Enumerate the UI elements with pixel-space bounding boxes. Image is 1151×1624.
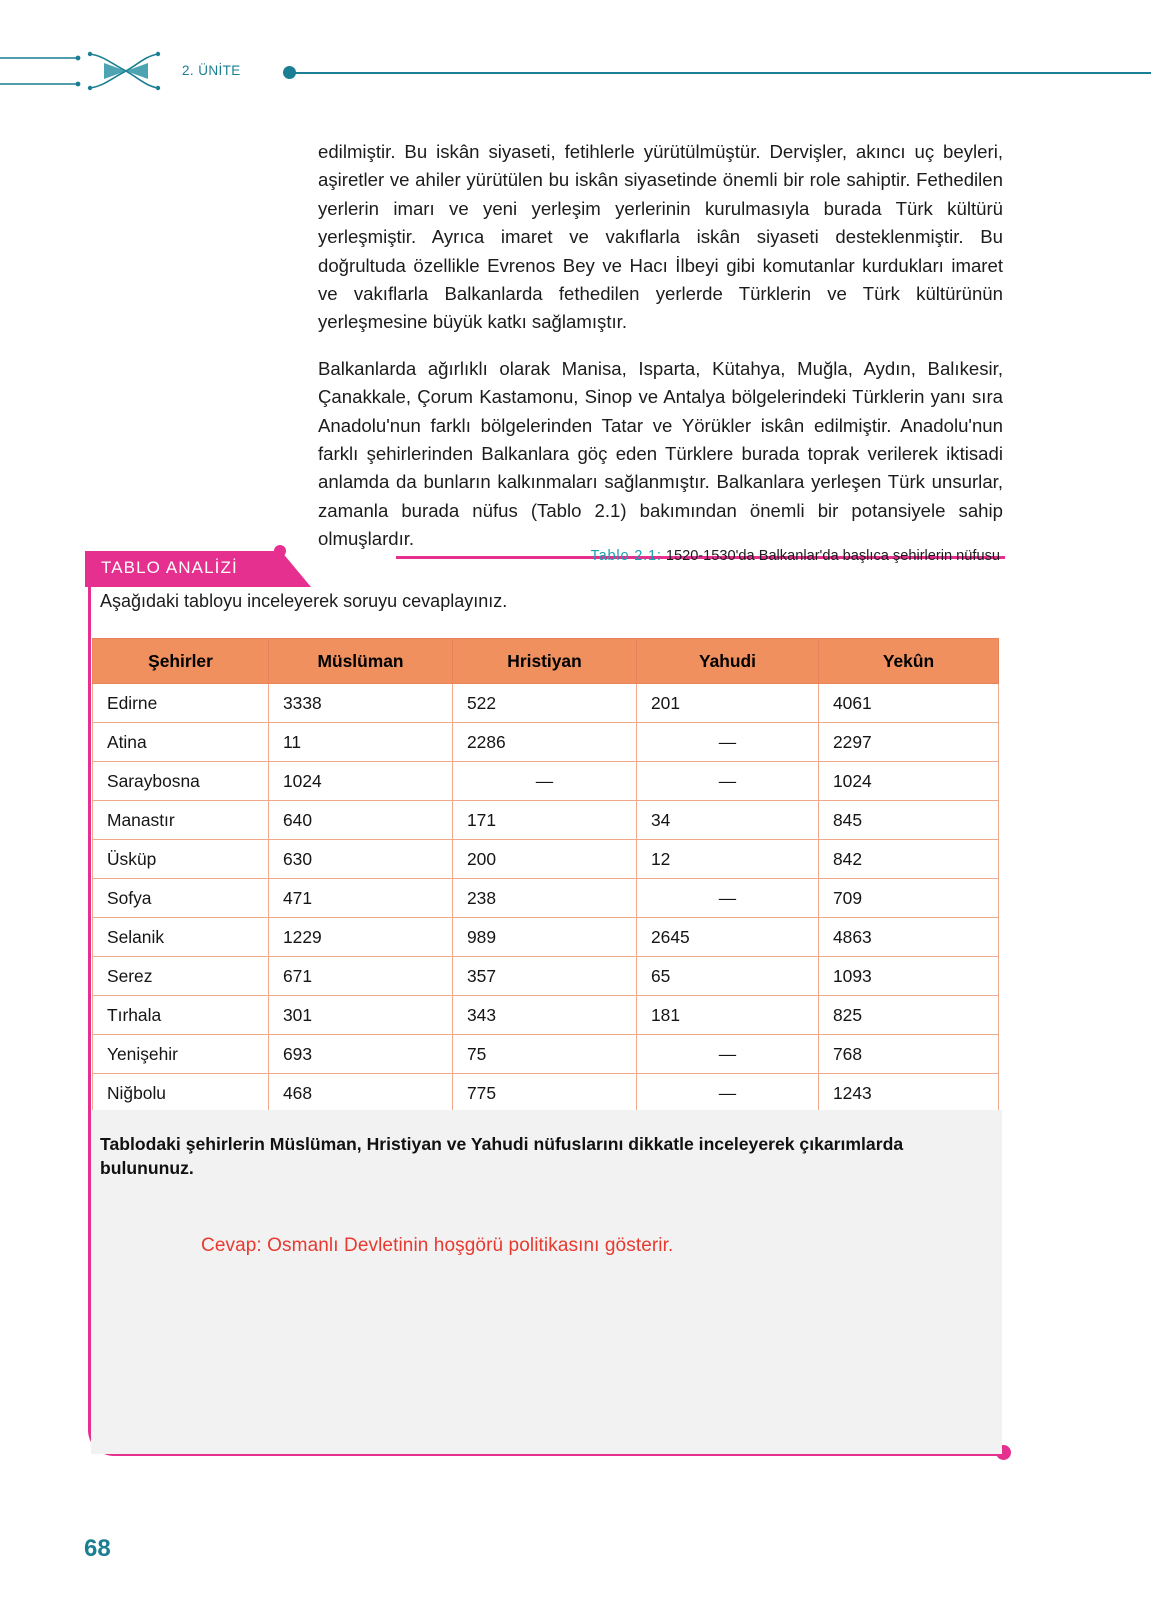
- table-cell-value: 357: [453, 957, 637, 996]
- table-cell-value: 171: [453, 801, 637, 840]
- table-cell-value: 825: [819, 996, 999, 1035]
- table-header-cell: Yekûn: [819, 639, 999, 684]
- page-header: [0, 0, 1151, 108]
- population-table: [92, 638, 999, 1113]
- table-cell-value: 3338: [269, 684, 453, 723]
- table-cell-city: Manastır: [93, 801, 269, 840]
- table-cell-value: 1229: [269, 918, 453, 957]
- answer-panel: [91, 1110, 1002, 1454]
- table-row: [93, 957, 999, 996]
- activity-banner: [85, 551, 315, 587]
- table-cell-city: Selanik: [93, 918, 269, 957]
- table-row: [93, 879, 999, 918]
- table-cell-value: 709: [819, 879, 999, 918]
- table-cell-city: Atina: [93, 723, 269, 762]
- table-cell-value: —: [637, 762, 819, 801]
- table-cell-value: 238: [453, 879, 637, 918]
- table-row: [93, 1035, 999, 1074]
- table-cell-city: Tırhala: [93, 996, 269, 1035]
- table-row: [93, 723, 999, 762]
- table-cell-city: Sofya: [93, 879, 269, 918]
- activity-question: Tablodaki şehirlerin Müslüman, Hristiyan ve Yahudi nüfuslarını dikkatle inceleyerek çıkarımlarda bulununuz.: [100, 1134, 904, 1178]
- table-row: [93, 762, 999, 801]
- table-cell-value: 1024: [269, 762, 453, 801]
- table-cell-city: Saraybosna: [93, 762, 269, 801]
- table-cell-value: 11: [269, 723, 453, 762]
- table-header-cell: Müslüman: [269, 639, 453, 684]
- table-cell-value: 630: [269, 840, 453, 879]
- table-caption-key: Tablo 2.1:: [590, 548, 662, 564]
- population-table-wrapper: [92, 638, 998, 1113]
- table-cell-value: 640: [269, 801, 453, 840]
- table-cell-value: 1024: [819, 762, 999, 801]
- table-cell-value: 471: [269, 879, 453, 918]
- table-header-cell: Yahudi: [637, 639, 819, 684]
- table-cell-value: 775: [453, 1074, 637, 1113]
- table-row: [93, 684, 999, 723]
- table-cell-value: 201: [637, 684, 819, 723]
- table-cell-value: 2645: [637, 918, 819, 957]
- table-cell-value: 1093: [819, 957, 999, 996]
- table-cell-city: Yenişehir: [93, 1035, 269, 1074]
- table-cell-value: —: [637, 1074, 819, 1113]
- table-cell-value: 522: [453, 684, 637, 723]
- unit-label: 2. ÜNİTE: [182, 63, 241, 78]
- table-row: [93, 996, 999, 1035]
- table-row: [93, 840, 999, 879]
- table-cell-value: 768: [819, 1035, 999, 1074]
- table-cell-value: 181: [637, 996, 819, 1035]
- table-cell-city: Niğbolu: [93, 1074, 269, 1113]
- table-cell-value: —: [637, 879, 819, 918]
- table-header-row: [93, 639, 999, 684]
- table-cell-value: —: [453, 762, 637, 801]
- page-number: 68: [84, 1535, 111, 1562]
- table-cell-value: 671: [269, 957, 453, 996]
- paragraph-1: edilmiştir. Bu iskân siyaseti, fetihlerle yürütülmüştür. Dervişler, akıncı uç beyleri, aşiretler ve ahiler yürütülen bu iskân siyasetinde önemli bir role sahiptir. Fethedilen yerlerin imarı ve yeni yerleşim yerlerinin kurulmasıyla burada Türk kültürü yerleşmiştir. Ayrıca imaret ve vakıflarla iskân siyaseti desteklenmiştir. Bu doğrultuda özellikle Evrenos Bey ve Hacı İlbeyi gibi komutanlar kurdukları imaret ve vakıflarla Balkanlarda fethedilen yerlerde Türklerin ve Türk kültürünün yerleşmesine büyük katkı sağlamıştır.: [318, 141, 1003, 333]
- table-cell-value: 301: [269, 996, 453, 1035]
- table-row: [93, 801, 999, 840]
- body-text-column: [318, 138, 1003, 554]
- table-cell-city: Edirne: [93, 684, 269, 723]
- table-cell-value: 1243: [819, 1074, 999, 1113]
- table-cell-city: Serez: [93, 957, 269, 996]
- table-cell-value: 468: [269, 1074, 453, 1113]
- activity-banner-label: TABLO ANALİZİ: [101, 558, 238, 577]
- table-cell-value: 200: [453, 840, 637, 879]
- table-cell-value: 693: [269, 1035, 453, 1074]
- table-header-cell: Şehirler: [93, 639, 269, 684]
- table-caption-text: 1520-1530'da Balkanlar'da başlıca şehirlerin nüfusu: [665, 548, 1000, 564]
- activity-instruction: Aşağıdaki tabloyu inceleyerek soruyu cevaplayınız.: [100, 591, 508, 611]
- table-cell-value: 75: [453, 1035, 637, 1074]
- table-cell-value: 842: [819, 840, 999, 879]
- table-cell-value: 343: [453, 996, 637, 1035]
- activity-answer[interactable]: Cevap: Osmanlı Devletinin hoşgörü politikasını gösterir.: [201, 1235, 674, 1256]
- table-cell-value: —: [637, 723, 819, 762]
- table-row: [93, 1074, 999, 1113]
- table-cell-value: 4061: [819, 684, 999, 723]
- table-caption: [520, 548, 1000, 564]
- table-row: [93, 918, 999, 957]
- table-header-cell: Hristiyan: [453, 639, 637, 684]
- table-cell-value: 845: [819, 801, 999, 840]
- ornament-icon: [0, 40, 175, 102]
- table-cell-value: 34: [637, 801, 819, 840]
- table-cell-value: —: [637, 1035, 819, 1074]
- table-cell-value: 989: [453, 918, 637, 957]
- paragraph-2: Balkanlarda ağırlıklı olarak Manisa, Isparta, Kütahya, Muğla, Aydın, Balıkesir, Çanakkale, Çorum Kastamonu, Sinop ve Antalya bölgelerindeki Türklerin yanı sıra Anadolu'nun farklı bölgelerinden Tatar ve Yörükler iskân edilmiştir. Anadolu'nun farklı şehirlerinden Balkanlara göç eden Türklere burada toprak verilerek iktisadi anlamda da bunların kalkınmaları sağlanmıştır. Balkanlara yerleşen Türk unsurlar, zamanla burada nüfus (Tablo 2.1) bakımından önemli bir potansiyele sahip olmuşlardır.: [318, 357, 1003, 550]
- table-cell-value: 65: [637, 957, 819, 996]
- table-cell-value: 4863: [819, 918, 999, 957]
- table-cell-city: Üsküp: [93, 840, 269, 879]
- header-rule: [288, 72, 1151, 74]
- table-cell-value: 12: [637, 840, 819, 879]
- table-cell-value: 2297: [819, 723, 999, 762]
- table-cell-value: 2286: [453, 723, 637, 762]
